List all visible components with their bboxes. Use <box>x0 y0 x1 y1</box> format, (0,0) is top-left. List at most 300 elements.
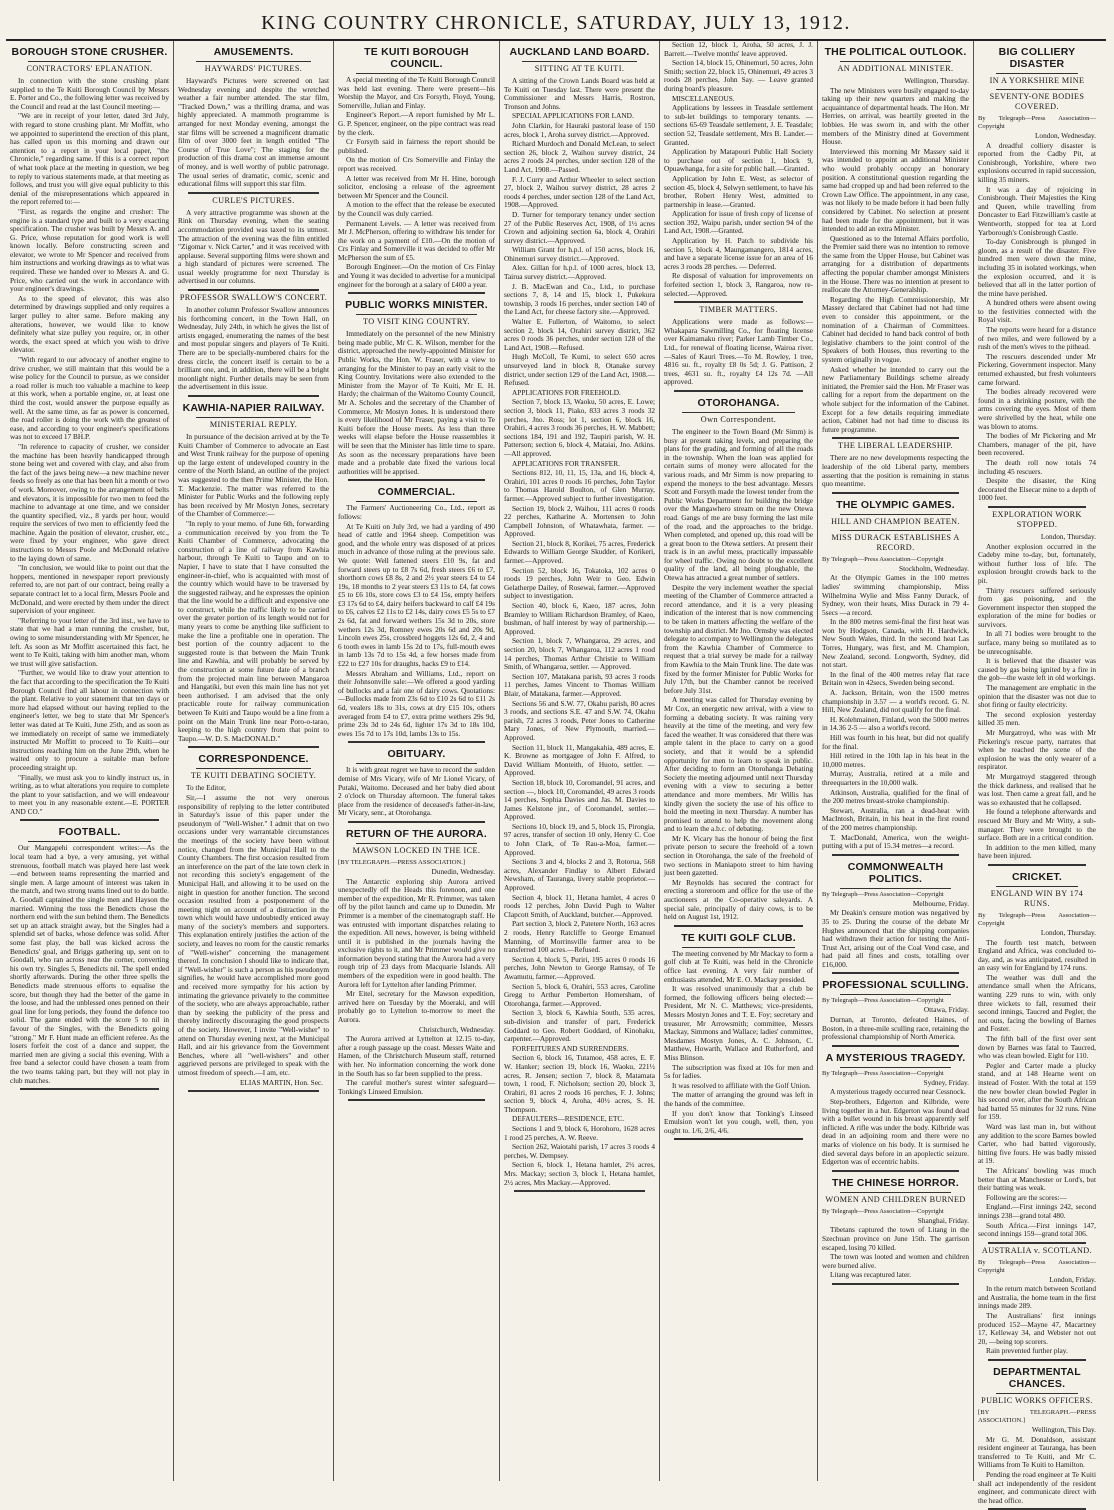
article-divider <box>674 390 803 392</box>
article-byline: [BY TELEGRAPH.—PRESS ASSOCIATION.] <box>338 858 466 866</box>
headline-rule <box>356 843 477 844</box>
paragraph: Pegler and Carter made a plucky stand, and at 148 Hearne went on instead of Foster. With the total at 159 the new bowler clean bowled Pegler in his second over, after the South African had batted 55 minutes for 32 runs. Nine for 159. <box>978 1060 1096 1122</box>
paragraph: John Clarkin, for Hauraki pastoral lease of 150 acres, block 1, Aroha survey district.—Approved. <box>504 120 655 139</box>
article-headline: PUBLIC WORKS MINISTER. <box>345 299 488 312</box>
article-divider <box>988 506 1086 508</box>
headline-rule <box>356 501 477 502</box>
paragraph: A very attractive programme was shown at the Rink on Thursday evening, when the seating accommodation provided was taxed to its utmost. The attraction of the evening was the film entitled "Zigomar v. Nick Carter," and it was received with applause. Several supporting films were shown and a high standard of pictures were screened. The usual weekly programme for next Thursday is advertised in our columns. <box>178 207 329 286</box>
article <box>338 748 495 823</box>
headline-rule <box>682 412 795 413</box>
paragraph: Hugh McColl, Te Kumi, to select 650 acres unsurveyed land in block 8, Otanake survey district, under section 129 of the Land Act, 1908.—Refused. <box>504 352 655 388</box>
article-headline: COMMONWEALTH POLITICS. <box>847 860 944 885</box>
paragraph: A dreadful colliery disaster is reported from the Cadby Pit, at Conisbrough, Yorkshire, where two explosions occurred in rapid succession, killing 35 miners. <box>978 140 1096 184</box>
paragraph: Section 4, block 5, Puriri, 195 acres 0 roods 16 perches, John Newton to George Ramsay, of Te Awamutu, farmer.—Approved. <box>504 954 655 981</box>
headline-rule <box>840 514 951 515</box>
paragraph: MISCELLANEOUS. <box>672 93 735 103</box>
article-headline: OTOROHANGA. <box>697 396 780 409</box>
column-7 <box>974 41 1100 1505</box>
paragraph: "First, as regards the engine and crusher: The engine is a standard type and built to a very exacting specification. The crusher was built by Messrs A. and G. Price, whose reputation for good work is well known locally. Before constructing screen and elevator, we wrote to Mr Spencer and received from him instructions and working drawings as to what was required. These we handed over to Messrs A. and G. Price, who carried out the work in accordance with your engineer's drawings. <box>10 206 169 294</box>
article-divider <box>674 1138 803 1140</box>
column-6 <box>818 41 974 1481</box>
paragraph: Following are the scores:— <box>986 1192 1067 1202</box>
headline-rule <box>840 1067 951 1068</box>
article <box>978 1246 1096 1361</box>
article <box>978 871 1096 1244</box>
paragraph: At the Olympic Games in the 100 metres ladies' swimming championship, Miss Wilhelmina Wylie and Miss Fanny Durack, of Sydney, won their heats, Miss Durack in 79 4-5secs —a record. <box>822 573 969 617</box>
paragraph: Section 1, block 7, Whangaroa, 29 acres, and section 20, block 7, Whangaroa, 112 acres 1 rood 14 perches, Thomas Arthur Christie to William Smith, of Whangaroa, settler. — Approved. <box>504 636 655 672</box>
paragraph: Step-brothers, Edgerton and Kilbride, were living together in a hut. Edgerton was found dead with a bullet wound in his breast apparently self inflicted. A rifle was under the body. Kilbride was dead in an adjoining room and there were no marks of violence on his body. It is surmised he died several days before in an apoplectic seizure. Edgerton was of eccentric habits. <box>822 1097 969 1167</box>
paragraph: DEFAULTERS—RESIDENCE, ETC. <box>512 1114 625 1124</box>
paragraph: It was resolved to affiliate with the Golf Union. <box>672 1080 811 1090</box>
paragraph: APPLICATIONS FOR FREEHOLD. <box>512 387 621 397</box>
paragraph: Section 6, block 1, Hetana hamlet, 2½ acres, Mrs. Mackay; section 3, block 1, Hetana hamlet, 2½ acres, Mrs Mackay.—Approved. <box>504 1160 655 1187</box>
paragraph: Mr Deakin's censure motion was negatived by 35 to 25. During the course of the debate Mr Hughes announced that the shipping companies had withdrawn their action for testing the Anti-Trust Act, arising out of the Coal Vend case, and had paid all fines and costs, totalling over £16,000. <box>822 908 969 969</box>
article-byline: By Telegraph—Press Association—Copyright <box>822 1207 944 1215</box>
article-headline: THE OLYMPIC GAMES. <box>836 498 955 511</box>
article-subhead: MISS DURACK ESTABLISHES A RECORD. <box>831 532 960 552</box>
paragraph: He found a telephone afterwards and rescued Mr Bury and Mr Witty, a sub-manager. They were brought to the surface. Both are in a critical condition. <box>978 807 1096 843</box>
paragraph: Application by John E. West, as selector of section 45, block 4, Selwyn settlement, to have his brother, Robert Henry West, admitted to partnership in lease.—Granted. <box>664 173 813 209</box>
article <box>978 46 1096 508</box>
article-subhead: CONTRACTORS' EPLANATION. <box>26 64 153 73</box>
masthead: KING COUNTRY CHRONICLE, SATURDAY, JULY 13, 1912. <box>6 6 1106 41</box>
paragraph: Mr Eitel, secretary for the Mawson expedition, arrived here on Tuesday by the Moeraki, and will probably go to Lyttelton to-morrow to meet the Aurora. <box>338 989 495 1025</box>
paragraph: In the 800 metres semi-final the first heat was won by Hodgson, Canada, with H. Hardwick, New South Wales, third. In the second heat Las Torres, Hungary, was first, and M. Champion, New Zealand, second. Longworth, Sydney, did not start. <box>822 617 969 670</box>
article <box>664 305 813 392</box>
article-byline: By Telegraph—Press Association—Copyright <box>978 115 1096 130</box>
article-divider <box>20 1088 159 1090</box>
paragraph: In connection with the stone crushing plant supplied to the Te Kuiti Borough Council by Messrs E. Porter and Co., the following letter was received by the Council and read at the last Council meeting:— <box>10 76 169 111</box>
paragraph: Section 107, Matakana parish, 93 acres 3 roods 11 perches, James Vincent to Thomas William Blair, of Matakana, farmer.—Approved. <box>504 671 655 698</box>
paragraph: A special meeting of the Te Kuiti Borough Council was held last evening. There were present—his Worship the Mayor, and Crs Forsyth, Floyd, Young, Somerville, Julian and Finlay. <box>338 75 495 110</box>
paragraph: H. Kolehmainen, Finland, won the 5000 metres in 14.36 2-5 — also a world's record. <box>822 714 969 733</box>
article <box>178 753 329 1092</box>
paragraph: J. B. MacEwan and Co., Ltd., to purchase sections 7, 8, 14 and 15, block 1, Pukekura township, 3 roods 16 perches, under section 140 of the Land Act, for cheese factory site.—Approved. <box>504 281 655 317</box>
paragraph: A. Jackson, Britain, won the 1500 metres championship in 3.57 — a world's record. G. N. Hill, New Zealand, did not qualify for the final. <box>822 688 969 715</box>
signature: ELIAS MARTIN, Hon. Sec. <box>239 1077 323 1087</box>
paragraph: In the return match between Scotland and Australia, the home team in the first innings made 289. <box>978 1284 1096 1311</box>
article-headline: BOROUGH STONE CRUSHER. <box>11 46 168 58</box>
paragraph: "Referring to your letter of the 3rd inst., we have to state that we had a man running the crusher, but, owing to some misunderstanding with Mr Spencer, he left. As soon as Mr Moffitt ascertained this fact, he went to Te Kuiti, taking with him another man, whom we trust will give satisfaction. <box>10 615 169 668</box>
paragraph: Murray, Australia, retired at a mile and threequarters in the 10,000 walk. <box>822 769 969 787</box>
article <box>664 932 813 1140</box>
paragraph: Messrs Abraham and Williams, Ltd., report on their Johnsonville sale:—We offered a good yarding of bullocks and a fair one of dairy cows. Quotations:—Bullocks made from 23s 6d to £10 2s 6d to £11 2s 6d, vealers 18s to 31s, cows at dry £15 10s, others averaged from £4 to £7, extra prime wethers 29s 9d, prime 23s 3d to 24s 6d, lighter 17s 3d to 18s 10d, ewes 15s 7d to 17s 10d, lambs 13s to 15s. <box>338 668 495 738</box>
paragraph: Durnan, at Toronto, defeated Haines, of Boston, in a three-mile sculling race, retaining the professional championship of North America. <box>822 1015 969 1042</box>
article-byline: By Telegraph—Press Association—Copyright <box>822 890 944 898</box>
article-divider <box>348 1099 485 1101</box>
paragraph: D. Turner for temporary tenancy under section 27 of the Public Reserves Act, 1908, of 1½ acres Crown and adjoining section 6a, block 4, Orahiri survey district.—Approved. <box>504 209 655 245</box>
article-divider <box>674 925 803 927</box>
paragraph: The bodies already recovered were found in a shrinking posture, with the arms covering the eyes. Most of them were shrivelled by the heat, while one was blown to atoms. <box>978 387 1096 431</box>
paragraph: Despite the very inclement weather the special meeting of the Chamber of Commerce attracted a record attendance, and it is a very pleasing indication of the interest that is now commencing to be taken in matters affecting the welfare of the township and district. Mr Jno. Ormsby was elected delegate to accompany to Wellington the delegates from the Kawhia Chamber of Commerce to request that a trial survey be made for a railway from Kawhia to the Main Trunk line. The date was fixed by the former Minister for Public Works for July 17th, but the Chamber cannot be received before July 31st. <box>664 582 813 695</box>
paragraph: If you don't know that Tonking's Linseed Emulsion won't let you cough, well, then, you ought to. 1/6, 2/6, 4/6. <box>664 1108 813 1135</box>
paragraph: The Farmers' Auctioneering Co., Ltd., report as follows: <box>338 503 495 521</box>
paragraph: "Finally, we must ask you to kindly instruct us, in writing, as to what alterations you require to complete the plant to your satisfaction, and we will endeavour to meet you in any reasonable extent.—E. PORTER AND CO." <box>10 772 169 816</box>
article <box>978 1366 1096 1510</box>
paragraph: Ward was last man in, but without any addition to the score Barnes bowled Carter, who had batted vigorously, hitting five fours. He was badly missed at 19. <box>978 1121 1096 1166</box>
column-4 <box>500 41 660 1481</box>
headline-rule <box>196 417 311 418</box>
paragraph: Sections 1 and 9, block 6, Horohoro, 1628 acres 1 rood 25 perches, A. W. Reeve. <box>504 1124 655 1142</box>
paragraph: "In conclusion, we would like to point out that the hoppers, mentioned in newspaper report previously referred to, are not part of our contract, being really a separate contract let to a local firm, Messrs Poole and McDonald, and were erected by them under the direct supervision of your engineer. <box>10 563 169 616</box>
paragraph: The careful mother's surest winter safeguard—Tonking's Linseed Emulsion. <box>338 1078 495 1096</box>
paragraph: Sections 3 and 4, blocks 2 and 3, Rotorua, 568 acres, Alexander Findlay to Albert Edward Newsham, of Tauranga, livery stable proprietor.—Approved. <box>504 857 655 893</box>
paragraph: "In reply to your memo. of June 6th, forwarding a communication received by you from the Te Kuiti Chamber of Commerce, advocating the construction of a line of railway from Kawhia harbour, through Te Kuiti to Taupo and on to Napier, I have to state that I have consulted the engineer-in-chief, who is acquainted with most of the country which would have to be traversed by the suggested railway, and he expresses the opinion that the line would be a difficult and expensive one to construct, while the traffic likely to be carried over the greater portion of its length would not for many years to come be anything like sufficient to make the line a profitable one in operation. The best portion of the country adjacent to the suggested route is that between the Main Trunk line and Kawhia, and will probably be served by the construction at some future date of a branch from the projected main line between Mangaroa and Hangatiki, but even this main line has not yet been authorised. I am advised that the only practicable route for railway communication between Te Kuiti and Taupo would be a line from a point on the Main Trunk line near Poro-o-tarao, keeping to the high country from that point to Taupo.—W. D. S. MacDONALD." <box>178 518 329 743</box>
paragraph: Re disposal of valuation for improvements on forfeited section 1, block 3, Rangaroa, now re-selected.—Approved. <box>664 271 813 298</box>
article-divider <box>832 972 959 974</box>
headline-rule <box>840 61 951 62</box>
headline-rule <box>996 886 1078 887</box>
paragraph: Section 262, Waiotahi parish, 17 acres 3 roods 4 perches, W. Dempsey. <box>504 1142 655 1160</box>
article-divider <box>20 819 159 821</box>
paragraph: The Antarctic exploring ship Aurora arrived unexpectedly off the Heads this forenoon, and one member of the expedition, Mr R. Primmer, was taken off by the pilot launch and came up to Dunedin. Mr Primmer is a member of the cinematograph staff. He was entrusted with important dispatches relating to the expedition. All news, however, is being withheld until it is published in the journals having the exclusive rights to it, and Mr Primmer would give no information beyond stating that the Aurora had a very rough trip of 23 days from Macquarie Islands. All members of the expedition were in good health. The Aurora left for Lyttelton after landing Primmer. <box>338 876 495 989</box>
article <box>10 46 169 821</box>
paragraph: Section 5, block 6, Orahiri, 553 acres, Caroline Gregg to Arthur Pemberton Homersham, of Otorohanga, farmer.—Approved. <box>504 981 655 1008</box>
article-subhead: TE KUITI DEBATING SOCIETY. <box>190 771 317 781</box>
article <box>504 46 655 1192</box>
paragraph: Despite the disaster, the King decorated the Elsecar mine to a depth of 1000 feet. <box>978 476 1096 503</box>
article-divider <box>832 1170 959 1172</box>
headline-rule <box>996 1393 1078 1394</box>
article-subhead: SEVENTY-ONE BODIES COVERED. <box>989 92 1085 111</box>
article-subhead: CURLE'S PICTURES. <box>212 195 295 205</box>
paragraph: To the Editor, <box>186 783 226 793</box>
paragraph: Richard Murdoch and Donald McLean, to select section 26, block 2, Waihou survey district, 24 acres 2 roods 24 perches, under section 128 of the Land Act, 1908.—Passed. <box>504 139 655 174</box>
article-headline: FOOTBALL. <box>58 826 121 839</box>
headline-rule <box>356 314 477 315</box>
paragraph: Hayward's Pictures were screened on last Wednesday evening and despite the wretched weather a fair number attended. The star film, "Tracked Down," was a thrilling drama, and was highly appreciated. A mammoth programme is arranged for next Monday evening, amongst the star films will be screened a magnificent dramatic film of over 3000 feet in length entitled "The Course of True Love"; The staging for the production of this drama cost an immense amount of money, and is well worthy of public patronage. The usual series of dramatic, comic, scenic and educational films will support this star film. <box>178 76 329 189</box>
paragraph: Section 11, block 11, Mangakahia, 489 acres, E. K. Browne as mortgagee of John F. Alfred, to David William Monteith, of Huoto, settler. —Approved. <box>504 742 655 778</box>
article-dateline: Wellington, Thursday. <box>904 76 969 85</box>
paragraph: Section 7, block 13, Waoku, 50 acres, E. Lowe; section 3, block 11, Piako, 833 acres 3 roods 32 perches, Jno. Ross; lot 1, section 6, block 16, Orahiri, 4 acres 3 roods 36 perches, H. W. Mabbett; sections 184, 191 and 192, Taupiri parish, W. H. Patterson; section 6, block 4, Mataiai, Jno. Atkins.—All approved. <box>504 397 655 458</box>
article-byline: By Telegraph—Press Association—Copyright <box>822 997 944 1005</box>
paragraph: In all 71 bodies were brought to the surface, many being so mutilated as to be unrecognisable. <box>978 629 1096 656</box>
article-headline: OBITUARY. <box>387 748 446 761</box>
paragraph: Litang was recaptured later. <box>830 1270 912 1280</box>
paragraph: William Grant for h.p.l. of 150 acres, block 16, Ohinemuri survey district.—Approved. <box>504 245 655 263</box>
paragraph: The meeting convened by Mr Mackay to form a golf club at Te Kuiti, was held in the Chronicle office last evening. A very fair number of enthusiasts attended, Mr E. O. Mackay presided. <box>664 948 813 984</box>
headline-rule <box>356 73 477 74</box>
headline-rule <box>196 768 311 769</box>
columns-container <box>6 40 1106 1505</box>
paragraph: It was a day of rejoicing in Conisbrough. Their Majesties the King and Queen, while travelling from Doncaster to Earl Fitzwilliam's castle at Wentworth, stopped for tea at Lord Yarborough's Conisbrough Castle. <box>978 184 1096 237</box>
paragraph: At Te Kuiti on July 3rd, we had a yarding of 490 head of cattle and 1964 sheep. Competition was good, and the whole entry was disposed of at prices much in advance of those ruling at the previous sale. We quote: Well fattened steers £10 9s, fat and forward steers up to £8 7s 6d, fresh steers £6 to £7, shorthorn cows £8 8s, 2 and 2½ year steers £4 to £4 19s, 18 months to 2 year steers £3 11s to £4, fat cows £5 to £6 10s, store cows £3 to £4 15s, empty heifers £3 17s 6d to £4, dairy heifers backward to calf £4 19s to £6, calves £2 11s to £2 14s, dairy cows £5 5s to £7 2s 6d, fat and forward wethers 15s 3d to 20s, store wethers 12s 3d, Romney ewes 20s 6d and 20s 9d, Lincoln ewes 25s, crossbred hoggets 12s 6d, 2, 4 and 6 tooth ewes in lamb 15s 2d to 17s, full-mouth ewes in lamb 13s 7d to 15s 4d, a few horses made from £22 to £27 10s for draughts, hacks £9 to £14. <box>338 521 495 669</box>
paragraph: It was resolved unanimously that a club be formed, the following officers being elected:—President, Mr N. C. Matthews; vice-presidents, Messrs Mostyn Jones and T. E. Foy; secretary and treasurer, Mr Arrowsmith; committee, Messrs Mackay, Simmons and Wallace; ladies' committee, Mesdames Mostyn Jones, A. C. Johnson, C. Matthew, Howarth, Wallace and Rutherford, and Miss Blinson. <box>664 984 813 1062</box>
article-subhead: ENGLAND WIN BY 174 RUNS. <box>990 888 1084 908</box>
paragraph: Tibetans captured the town of Litang in the Szechuan province on June 15th. The garrison escaped, losing 70 killed. <box>822 1225 969 1252</box>
article-subhead: PROFESSOR SWALLOW'S CONCERT. <box>179 293 328 303</box>
paragraph: The matter of arranging the ground was left in the hands of the committee. <box>664 1090 813 1108</box>
column-5 <box>660 41 818 1481</box>
paragraph: Section 40, block 6, Kaeo, 187 acres, John Bramley to William Richardson Bramley, of Kaeo, bushman, of half interest by way of partnership.—Approved. <box>504 601 655 636</box>
article <box>338 486 495 743</box>
paragraph: Part section 3, block 2, Patetere North, 163 acres 2 roods, Henry Ratcliffe to George Emanuel Manning, of Morrinsville farmer area to be transferred 100 acres.—Refused. <box>504 919 655 955</box>
paragraph: Regarding the High Commissionership, Mr Massey declared that Cabinet had not had time even to consider this appointment, or the nomination of a Chairman of Committees. Cabinet had decided to hand back control of both legislative chambers to the joint control of the Speakers of both Houses, thus reverting to the system originally in vogue. <box>822 294 969 364</box>
article-byline: By Telegraph—Press Association—Copyright <box>822 1069 944 1077</box>
paragraph: Rain prevented further play. <box>986 1346 1068 1356</box>
paragraph: A meeting was called for Thursday evening by Mr Cox, an energetic new arrival, with a view to forming a debating society. It was raining very heavily at the time of the meeting, and very few faced the weather. It was considered that there was ample talent in the place to carry on a good society, and that it would be a splendid opportunity for men to learn to speak in public. After deciding to form an Otorohanga Debating Society the meeting adjourned until next Thursday evening with a view to securing a better attendance and more members. Mr Willis has kindly given the society the use of his office to hold the meeting in next Thursday. A number has promised to attend to help the movement along and to learn the a.b.c. of debating. <box>664 695 813 834</box>
article-byline: By Telegraph—Press Association—Copyright <box>978 911 1096 927</box>
paragraph: In addition to the men killed, many have been injured. <box>978 842 1096 861</box>
paragraph: Thirty rescuers suffered seriously from gas poisoning, and the Government inspector then stopped the exploration of the mine for bodies or survivors. <box>978 585 1096 629</box>
article-headline: COMMERCIAL. <box>377 486 456 499</box>
column-2 <box>174 41 334 1481</box>
article-divider <box>832 437 959 439</box>
article-headline: AUCKLAND LAND BOARD. <box>509 46 650 58</box>
article-headline: RETURN OF THE AURORA. <box>346 827 487 840</box>
paragraph: APPLICATIONS FOR TRANSFER. <box>512 458 620 468</box>
paragraph: Mr K. Vicary has the honour of being the first private person to secure the freehold of a town section in Otorohanga, the sale of the freehold of two sections in Maniapoto street to him having just been gazetted. <box>664 833 813 878</box>
article-headline: AMUSEMENTS. <box>213 46 294 58</box>
article <box>822 441 969 493</box>
article-divider <box>348 821 485 823</box>
article-dateline: Christchurch, Wednesday. <box>418 1024 495 1034</box>
paragraph: Pending the road engineer at Te Kuiti shall act independently of the resident engineer, and communicate direct with the head office. <box>978 1470 1096 1505</box>
article-divider <box>674 301 803 303</box>
paragraph: "Further, we would like to draw your attention to the fact that according to the specification the Te Kuiti Borough Council find all labour in connection with the plant. Relative to your statement that ten days or more had elapsed without our having replied to the engineer's letter, we beg to state that Mr Spencer's letter was dated at Te Kuiti, June 25th, and as soon as we immediately on receipt of same we immediately instructed Mr Moffitt to proceed to Te Kuiti—our instructions reaching him on the June 29th, when he waited only to procure a suitable man before proceeding straight up. <box>10 668 169 772</box>
article-headline: THE POLITICAL OUTLOOK. <box>824 46 967 58</box>
article-headline: CRICKET. <box>1011 870 1063 883</box>
article-subhead: IN A YORKSHIRE MINE <box>989 76 1085 85</box>
article-divider <box>188 289 319 291</box>
article-dateline: London, Wednesday. <box>1034 131 1096 140</box>
paragraph: Application for issue of fresh copy of license of section 392, Waipu parish, under section 94 of the Land Act, 1908.—Granted. <box>664 209 813 236</box>
paragraph: South Africa.—First innings 147, second innings 159—grand total 306. <box>978 1220 1096 1239</box>
headline-rule <box>522 61 637 62</box>
article-divider <box>188 746 319 748</box>
article <box>178 293 329 397</box>
paragraph: Alex. Gillan for h.p.l. of 1000 acres, block 13, Tairua survey district.—Approved. <box>504 263 655 282</box>
paragraph: Questioned as to the Internal Affairs portfolio, the Premier said there was no intention to remove the same from the Upper House, but Cabinet was arranging for a distribution of departments affecting the popular chamber amongst Ministers in the House. There was no intention at present to reallocate the Attorney-Generalship. <box>822 233 969 295</box>
article-subhead: PUBLIC WORKS OFFICERS. <box>981 1396 1093 1406</box>
paragraph: It is with great regret we have to record the sudden demise of Mrs Vicary, wife of Mr Lionel Vicary, of Putaki, Waitomo. Deceased and her baby died about 2 o'clock on Thursday afternoon. The funeral takes place from the residence of deceased's father-in-law, Mr Vicary, senr., at Otorohanga. <box>338 765 495 818</box>
article-subhead: HILL AND CHAMPION BEATEN. <box>831 516 960 526</box>
article <box>822 1177 969 1285</box>
paragraph: Mr Murgatroyd, who was with Mr Pickering's rescue party, narrates that when he reached the scene of the explosion he was the only wearer of a respirator. <box>978 728 1096 772</box>
article-divider <box>988 1242 1086 1244</box>
article-headline: A MYSTERIOUS TRAGEDY. <box>825 1051 966 1064</box>
paragraph: In the final of the 400 metres relay flat race Britain won in 42secs, Sweden being second. <box>822 669 969 688</box>
paragraph: Hill retired in the 10th lap in his heat in the 10,000 metres. <box>822 751 969 769</box>
paragraph: Another explosion occurred in the Cadeby mine to-day, but, fortunately, without further loss of life. The explosion brought crowds back to the pit. <box>978 541 1096 585</box>
article-byline: By Telegraph—Press Association—Copyright <box>822 555 944 563</box>
article <box>822 499 969 856</box>
paragraph: Mr Reynolds has secured the contract for erecting a storeroom and office for the use of the auctioneers at the Co-operative saleyards. A special sale, principally of dairy cows, is to be held on August 1st, 1912. <box>664 877 813 922</box>
paragraph: Section 14, block 15, Ohinemuri, 50 acres, John Smith; section 22, block 15, Ohinemuri, 49 acres 3 roods 28 perches, John Say. — Leave granted during board's pleasure. <box>664 58 813 93</box>
article-dateline: Ottawa, Friday. <box>923 1005 969 1015</box>
paragraph: The death roll now totals 74 including 45 rescuers. <box>978 457 1096 476</box>
paragraph: Hill was fourth in his heat, but did not qualify for the final. <box>822 733 969 751</box>
paragraph: Mr G. M. Donaldson, assistant resident engineer at Tauranga, has been transferred to Te Kuiti, and Mr C. Williams from Te Kuiti to Hamilton. <box>978 1434 1096 1470</box>
article-dateline: London, Friday. <box>1049 1274 1096 1284</box>
paragraph: Our Mangapehi correspondent writes:—As the local team had a bye, a very amusing, yet withal strenuous, football match was played here last week—end between teams representing the married and single men. A large amount of interest was taken in the match, and two strong teams lined out to do battle. A. Goodall captained the single men and Hayson the married. Winning the toss the Benedicts chose the northern end with the sun behind them. The Benedicts set up an attack straight away, but the Singles had a splendid set of backs, whose defence was solid. After some fast play, the ball was kicked across the Benedicts' goal, and Briggs gathering up, sent on to Goodall, who ran across near the corner, converting his own try. Singles 5, Benedicts nil. The spell ended shortly afterwards. During the other three spells the Benedicts made strenuous efforts to equalise the score, but though they had the better of the game in the loose, and had the unblessed ones penned on their goal line for long periods, they found the defence too solid. The game ended with the score 5 to nil in favour of the Singles, with the Benedicts going "strong." Mr F. Hunt made an efficient referee. As the losers forfeit the cost of a dance and supper, the married men are giving a social this evening. With a free band a selector could have chosen a team from the two teams taking part, but they will not play in club matches. <box>10 843 169 1085</box>
paragraph: Applications were made as follows:—Whakapara Sawmilling Co., for floating license over Kaimamaku river; Parker Lamb Timber Co., Ltd., for renewal of floating license, Wairoa river.—Sales of Kauri Trees.—To M. Rowley, 1 tree, 4816 su. ft., royalty £8 0s 5d; J. G. Pattison, 2 trees, 4631 su. ft., royalty £4 12s 7d. —All approved. <box>664 317 813 387</box>
paragraph: Section 12, block 1, Aroha, 50 acres, J. J. Barrett.—Twelve months' leave approved. <box>664 40 813 58</box>
article-subhead: THE LIBERAL LEADERSHIP. <box>838 441 953 451</box>
article-subhead: TO VISIT KING COUNTRY. <box>363 317 470 327</box>
article-subhead: HAYWARDS' PICTURES. <box>204 64 303 73</box>
paragraph: The reports were heard for a distance of two miles, and were followed by a rush of the men's wives to the pithead. <box>978 325 1096 352</box>
article-dateline: Wellington, This Day. <box>1031 1425 1096 1435</box>
paragraph: The management are emphatic in the opinion that the disaster was not due to shot firing or faulty electricity. <box>978 683 1096 710</box>
paragraph: The Australians' first innings produced 152—Mayne 47, Macartney 17, Kelleway 34, and Webster not out 20, —being top scorers. <box>978 1311 1096 1346</box>
paragraph: Atkinson, Australia, qualified for the final of the 200 metres breast-stroke championship. <box>822 787 969 806</box>
article-divider <box>188 395 319 397</box>
headline-rule <box>996 73 1078 74</box>
article-dateline: Shanghai, Friday. <box>917 1215 969 1225</box>
paragraph: Immediately on the personnel of the new Ministry being made public, Mr C. K. Wilson, member for the district, approached the newly-appointed Minister for Public Works, the Hon. W. Fraser, with a view to arranging for the Minister to pay an early visit to the King Country. Invitations were also extended to the Minister from the Mayor of Te Kuiti, Mr E. H. Hardy; the chairman of the Waitomo County Council, Mr A. Scholes and the secretary of the Chamber of Commerce, Mr Mostyn Jones. It is understood there is every likelihood of Mr Fraser, paying a visit to Te Kuiti before the House meets. As less than three weeks will elapse before the House reassembles it will be seen that the Minister has little time to spare. As soon as the necessary preparations have been made and a probable date fixed the various local authorities will be apprised. <box>338 329 495 476</box>
article-subhead: MINISTERIAL REPLY. <box>209 420 298 429</box>
article-subhead: TIMBER MATTERS. <box>699 305 778 315</box>
paragraph: The fifth ball of the first over sent down by Barnes was fatal to Taucred, who was clean bowled. Eight for 110. <box>978 1034 1096 1061</box>
article-headline: PROFESSIONAL SCULLING. <box>822 979 969 992</box>
headline-rule <box>356 763 477 764</box>
article-divider <box>348 479 485 481</box>
article-headline: TE KUITI GOLF CLUB. <box>681 931 796 944</box>
article-divider <box>348 741 485 743</box>
paragraph: Stewart, Australia, ran a dead-heat with MacIntosh, Britain, in his heat in the first round of the 200 metres championship. <box>822 805 969 832</box>
article-headline: DEPARTMENTAL CHANCES. <box>993 1366 1081 1391</box>
column-3 <box>334 41 500 1481</box>
article-divider <box>188 1090 319 1092</box>
paragraph: Permanent Levels. — A letter was received from Mr J. McPherson, offering to withdraw his tender for the work on a payment of £10.—On the motion of Crs Finlay and Somerville it was decided to offer Mr McPherson the sum of £5. <box>338 218 495 262</box>
paragraph: Sections 56 and S.W. 77, Okahu parish, 80 acres 3 roods, and sections S.E. 47 and S.W. 74, Okahu parish, 72 acres 3 roods, Peter Jones to Catherine Mary Jones, of New Plymouth, married.—Approved. <box>504 698 655 742</box>
paragraph: "With regard to our advocacy of another engine to drive crusher, we still maintain that this would be a wise policy for the Council to pursue, as we consider a road roller is much too valuable a machine to keep at this work, when a portable engine, or, at least one third the cost, would answer the purpose equally as well. At the same time, as far as power is concerned, the road roller is doing the work with the greatest of ease, and according to your engineer's specifications was not to exceed 17 BH.P. <box>10 355 169 442</box>
headline-rule <box>682 947 795 948</box>
article-subhead: Own Correspondent. <box>700 414 777 424</box>
paragraph: "In reference to capacity of crusher, we consider the machine has been heavily handicapped through stone being wet and covered with clay, and also from the fact of the jaws being new—a new machine never feeds so freely as one that has been hit a month or two of work. Moreover, owing to the arrangement of belts and elevators, it is impossible for two men to feed the machine to advantage at one time, and we consider the quantity specified, viz., 8 yards per hour, would require the services of two men to efficiently feed the machine. Again the position of elevator, crusher, etc., were fixed by your engineer, who gave direct instructions to Messrs Poole and McDonald relative to the laying down of same. <box>10 441 169 563</box>
article-divider <box>832 854 959 856</box>
article <box>178 46 329 194</box>
paragraph: A hundred others were absent owing to the festivities connected with the Royal visit. <box>978 298 1096 325</box>
paragraph: Sections 812, 10, 11, 15, 13a, and 16, block 4, Orahiri, 101 acres 0 roods 16 perches, John Taylor to Thomas Harold Boulton, of Glen Murray, farmer.—Approved subject to further investigation. <box>504 468 655 503</box>
article-subhead: SITTING AT TE KUITI. <box>534 64 625 73</box>
article-divider <box>514 1190 645 1192</box>
article-dateline: Dunedin, Wednesday. <box>431 866 495 876</box>
article <box>338 299 495 481</box>
article-dateline: Stockholm, Wednesday. <box>899 563 969 573</box>
paragraph: To-day Conisbrough is plunged in gloom, as a result of the disaster. Five hundred men were down the mine, including 35 in isolated workings, when the explosion occurred, and it is believed that all in the latter portion of the mine have perished. <box>978 237 1096 298</box>
paragraph: Mr Murgatroyd staggered through the thick darkness, and realised that he was lost. Then came a great fall, and he was so exhausted that he collapsed. <box>978 771 1096 807</box>
paragraph: A mysterious tragedy occurred near Cessnock. <box>830 1087 966 1097</box>
paragraph: A motion to the effect that the release be executed by the Council was duly carried. <box>338 200 495 218</box>
article <box>664 397 813 927</box>
column-1 <box>6 41 174 1481</box>
article-headline: BIG COLLIERY DISASTER <box>998 46 1076 70</box>
headline-rule <box>28 61 151 62</box>
article-byline: By Telegraph—Press Association—Copyright <box>978 1258 1096 1274</box>
paragraph: Applications by lessees in Teasdale settlement to sub-let buildings to temporary tenants. — sections 65-69 Teasdale settlement, J. E. Teasdale; section 52, Teasdale settlement, Mrs B. Lander.—Granted. <box>664 103 813 147</box>
headline-rule <box>196 61 311 62</box>
paragraph: The new Ministers were busily engaged to-day taking up their new quarters and making the acquaintance of departmental heads. The Hon. Mr Herries, on arrival, was heartily greeted in the lobbies. He was sworn in, and with the other members of the Ministry dined at Government House. <box>822 85 969 147</box>
article <box>822 1052 969 1172</box>
article-dateline: Sydney, Friday. <box>923 1077 969 1087</box>
article <box>338 46 495 294</box>
paragraph: Section 18, block 10, Coromandel, 91 acres, and section —, block 10, Coromandel, 49 acres 3 roods 14 perches, Sophia Davies and Jas. M. Davies to James Kelstone jnr., of Coromandel, settler.—Approved. <box>504 777 655 822</box>
article-byline: [BY TELEGRAPH.—PRESS ASSOCIATION.] <box>978 1409 1096 1425</box>
article-divider <box>832 1283 959 1285</box>
subhead-rule <box>996 89 1078 90</box>
article <box>978 510 1096 866</box>
paragraph: The town was looted and women and children were burned alive. <box>822 1252 969 1270</box>
paragraph: In pursuance of the decision arrived at by the Te Kuiti Chamber of Commerce to advocate an East and West Trunk railway for the purpose of opening up the large extent of undeveloped country in the centre of the North Island, an outline of the project was suggested to the then Prime Minister, the Hon. T. Mackenzie. The matter was referred to the Minister for Public Works and the following reply has been received by Mr Mostyn Jones, secretary of the Chamber of Commerce:— <box>178 432 329 519</box>
article-headline: CORRESPONDENCE. <box>198 753 309 766</box>
paragraph: SPECIAL APPLICATIONS FOR LAND. <box>512 111 634 121</box>
paragraph: Section 19, block 2, Waihou, 111 acres 0 roods 22 perches, Katharine A. Mortensen to John Campbell Johnston, of Whatawhata, farmer. — Approved. <box>504 503 655 539</box>
paragraph: Asked whether he intended to carry out the new Parliamentary Buildings scheme already initiated, the Premier said the Hon. Mr Fraser was calling for a report from the department on the whole subject for the information of the Cabinet. Except for a few details requiring immediate action, Cabinet had not had time to discuss its future programme. <box>822 364 969 434</box>
article <box>10 826 169 1090</box>
paragraph: Sir,—I assume the not very onerous responsibility of replying to the letter contributed in Saturday's issue of this paper under the pseudonym of "Well-Wisher." I admit that on two occasions under very warrantable circumstances the meetings of the society have been without notice, changed from the Municipal Hall to the County Chambers. The first occasion resulted from an interference on the part of the late town clerk in not recording this society's engagement of the Municipal Hall, and allowing it to be used on the night in question for another function. The second occasion resulted from a postponement of the meeting night on account of a distraction in the town which would have undoubtedly enticed away many of the society's members and supporters. This explanation entirely justifies the action of the society, and leaves no room for the caustic remarks of "Well-wisher" concerning the management thereof. In conclusion I should like to indicate that, if "Well-wisher" is such a person as his pseudonym signifies, he would have accomplished more good and received more sympathy for his action by intimating the grievance privately to the committee of the society, who are always approachable, rather than by seeking the publicity of the press and thereby indirectly discouraging the good prospects of the society. However, I invite "Well-wisher" to attend on Thursday evening next, at the Municipal Hall, and air his grievance from the Government Benches, where all "well-wishers" and other aggrieved persons are privileged to speak with the utmost freedom of speech.—I am, etc. <box>178 792 329 1077</box>
article <box>178 196 329 291</box>
article <box>822 979 969 1046</box>
article-divider <box>988 1359 1086 1361</box>
paragraph: Application by H. Patch to subdivide his section 5, block 4, Maungamangero, 1814 acres, and have a separate license issue for an area of 16 acres 3 roods 28 perches. — Deferred. <box>664 236 813 271</box>
paragraph: "We are in receipt of your letter, dated 3rd July, with regard to stone crushing plant. Mr Moffitt, who we appointed to superintend the erection of this plant, has called upon us this morning and drawn our attention to a report in your local paper, "the Chronicle," regarding same. If this is a correct report of what took place at the meeting in question, we beg to reply to various statements made, at that meeting as follows, and trust you will give equal publicity to this denial of the misrepresentations which appeared in the report referred to:— <box>10 111 169 207</box>
paragraph: There are no new developments respecting the leadership of the old Liberal party, members asserting that the position is remaining in status quo meantime. <box>822 453 969 489</box>
paragraph: Section 21, block 8, Korikei, 75 acres, Frederick Edwards to William George Skudder, of Korikeri, farmer.—Approved. <box>504 538 655 566</box>
paragraph: In another column Professor Swallow announces his forthcoming concert, in the Town Hall, on Wednesday, July 24th, in which he gives the list of artists engaged, enumerating the names of the best and most popular singers and players of Te Kuiti. There are to be specially-numbered chairs for the dress circle, the concert itself is certain to be a brilliant one, and, in addition, there will be a bright moonlight night. Further details may be seen from the advertisement in this issue. <box>178 305 329 392</box>
article <box>338 828 495 1101</box>
article-dateline: London, Thursday. <box>1040 531 1096 541</box>
subhead-rule <box>840 530 951 531</box>
paragraph: Borough Engineer.—On the motion of Crs Finlay and Young it was decided to advertise for a municipal engineer for the borough at a salary of £400 a year. <box>338 262 495 289</box>
paragraph: FORFEITURES AND SURRENDERS. <box>512 1043 629 1053</box>
paragraph: Application by Matapouri Public Hall Society to purchase out of section 1, block 9, Opuawhanga, for a site for public hall.—Granted. <box>664 147 813 174</box>
article-subhead: MAWSON LOCKED IN THE ICE. <box>352 845 481 855</box>
paragraph: Cr Forsyth said in fairness the report should be published. <box>338 137 495 155</box>
paragraph: The weather was dull and the attendance small when the Africans, wanting 229 runs to win, with only three wickets to fall, resumed their second innings, Taucred and Pegler, the not outs, facing the bowling of Barnes and Foster. <box>978 972 1096 1034</box>
article-divider <box>832 1045 959 1047</box>
paragraph: It is believed that the disaster was caused by gas being ignited by a fire in the gob—the waste left in old workings. <box>978 656 1096 683</box>
article <box>822 861 969 975</box>
paragraph: Section 52, block 16, Tokatoka, 102 acres 0 roods 19 perches, John Weir to Geo. Edwin Gelatherpe Dailey, of Rosewai, farmer.—Approved subject to investigation. <box>504 565 655 601</box>
paragraph: The Africans' bowling was much better than at Manchester or Lord's, but their batting was weak. <box>978 1165 1096 1193</box>
article-subhead: WOMEN AND CHILDREN BURNED <box>825 1194 966 1204</box>
paragraph: The bodies of Mr Pickering and Mr Chambers, manager of the pit, have been recovered. <box>978 431 1096 458</box>
paragraph: Engineer's Report.—A report furnished by Mr L. G. P. Spencer, engineer, on the pipe contract was read by the clerk. <box>338 110 495 137</box>
article-subhead: AN ADDITIONAL MINISTER. <box>837 64 954 73</box>
paragraph: Section 4, block 11, Hetana hamlet, 4 acres 0 roods 12 perches, John David Pugh to Walter Clapcott Smith, of Auckland, butcher.—Approved. <box>504 892 655 919</box>
article-divider <box>988 864 1086 866</box>
paragraph: The fourth test match, between England and Africa, was concluded to-day, and, as was anticipated, resulted in an easy win for England by 174 runs. <box>978 937 1096 973</box>
article-dateline: Melbourne, Friday. <box>912 898 969 908</box>
paragraph: F. J. Curry and Arthur Wheeler to select section 27, block 2, Waihou survey district, 28 acres 2 roods 4 perches, under section 128 of the Land Act, 1908.—Approved. <box>504 174 655 210</box>
paragraph: T. MacDonald, America, won the weight-putting with a put of 15.34 metres—a record. <box>822 832 969 851</box>
headline-rule <box>840 1192 951 1193</box>
paragraph: On the motion of Crs Somerville and Finlay the report was received. <box>338 155 495 173</box>
article <box>178 402 329 748</box>
paragraph: Section 6, block 16, Tutamoe, 458 acres, E. F. W. Hanker; section 19, block 16, Waoku, 221½ acres, R. Jensen; section 7, block 8, Matamata town, 1 rood, F. Nicholson; section 20, block 3, Orahiri, 81 acres 2 roods 16 perches, F. J. Johns; section 9, block 4, Aroha, 40½ acres, S. H. Thompson. <box>504 1053 655 1114</box>
paragraph: The subscription was fixed at 10s for men and 5s for ladies. <box>664 1062 813 1081</box>
paragraph: Sections 10, block 19, and 5, block 15, Pirongia, 97 acres, transfer of section 10 only, Henry C. Coe to John Clark, of Te Rau-a-Moa, farmer.—Approved. <box>504 821 655 857</box>
article <box>822 46 969 439</box>
paragraph: Section 3, block 6, Kawhia South, 535 acres, sub-division and transfer of part, Frederick Goddard to Geo. Robert Goddard, of Kinohaku, carpenter.—Approved. <box>504 1008 655 1044</box>
paragraph: A letter was received from Mr H. Hine, borough solicitor, enclosing a release of the agreement between Mr Spencer and the Council. <box>338 173 495 200</box>
article-dateline: London, Thursday. <box>1040 927 1096 937</box>
paragraph: Interviewed this morning Mr Massey said it was intended to appoint an additional Minister who would probably occupy an honorary position. A constitutional question regarding the same had cropped up and had been referred to the Crown Law Office. The appointment, in any case, was not likely to be made before it had been fully considered by Cabinet. No selection at present had been made for the appointment, but it was intended to add an extra Minister. <box>822 146 969 234</box>
headline-rule <box>28 841 151 842</box>
article-headline: TE KUITI BOROUGH COUNCIL. <box>364 46 469 70</box>
article-subhead: EXPLORATION WORK STOPPED. <box>992 509 1082 529</box>
article-headline: KAWHIA-NAPIER RAILWAY. <box>182 402 325 414</box>
article <box>664 41 813 303</box>
article-divider <box>188 192 319 194</box>
paragraph: The rescuers descended under Mr Pickering, Government inspector. Many returned exhausted, but fresh volunteers came forward. <box>978 351 1096 387</box>
paragraph: Walter E. Fullerton, of Waitomo, to select section 2, block 14, Orahiri survey district, 362 acres 0 roods 36 perches, under section 128 of the Land Act, 1908.—Refused. <box>504 317 655 352</box>
headline-rule <box>840 888 951 889</box>
article-headline: THE CHINESE HORROR. <box>832 1176 959 1189</box>
article-subhead: AUSTRALIA v. SCOTLAND. <box>981 1245 1093 1255</box>
